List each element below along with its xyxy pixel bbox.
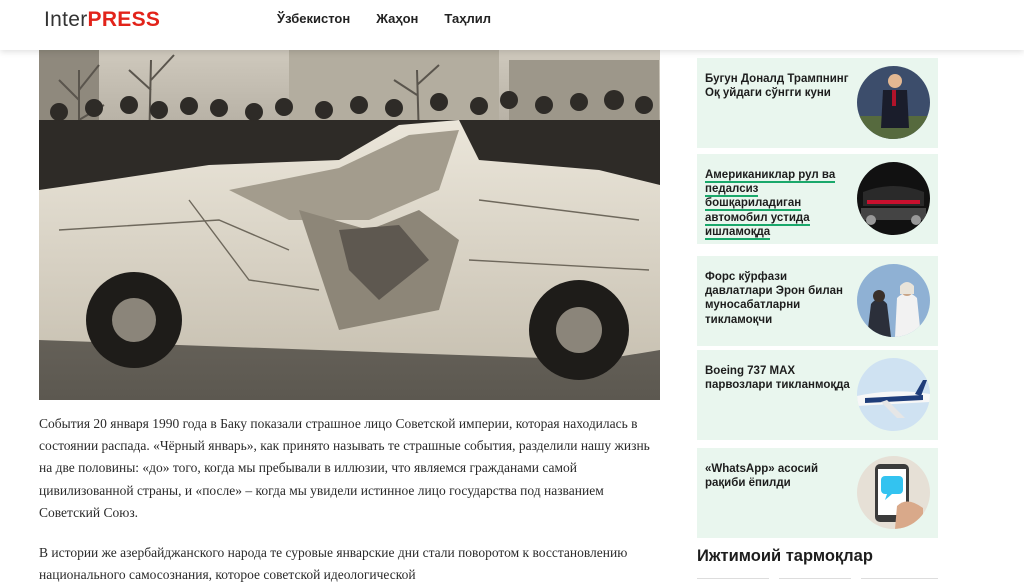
news-card-title[interactable]: Форс кўрфази давлатлари Эрон билан муносабатларни тикламоқчи [705, 271, 843, 326]
social-networks-heading: Ижтимоий тармоқлар [697, 547, 873, 565]
site-logo[interactable] [44, 8, 160, 32]
site-header [0, 0, 1024, 50]
news-card-thumbnail[interactable] [857, 264, 930, 337]
nav-item-uzbekistan[interactable]: Ўзбекистон [277, 11, 351, 26]
logo-text-inter: Inter [44, 8, 88, 31]
sidebar-news-card[interactable] [697, 448, 938, 538]
search-icon[interactable] [920, 0, 940, 6]
sidebar-news-card[interactable] [697, 58, 938, 148]
news-card-title[interactable]: Бугун Доналд Трампнинг Оқ уйдаги сўнгги куни [705, 73, 849, 100]
news-card-title-text[interactable]: Американиклар рул ва педалсиз бошқариладиган автомобил устида ишламоқда [705, 169, 836, 238]
social-link-box[interactable] [779, 578, 851, 582]
sidebar-news-card[interactable] [697, 154, 938, 244]
main-nav [277, 11, 491, 26]
nav-item-analysis[interactable]: Таҳлил [444, 11, 491, 26]
nav-item-world[interactable]: Жаҳон [376, 11, 419, 26]
article-paragraph: События 20 января 1990 года в Баку показали страшное лицо Советской империи, которая находилась в состоянии распада. «Чёрный январь», как принято называть те страшные события, разделили нашу жизнь на две половины: «до» того, когда мы пребывали в иллюзии, что являемся гражданами самой цивилизованной страны, и «после» – когда мы увидели истинное лицо государства под названием Советский Союз. [39, 416, 650, 520]
news-card-thumbnail[interactable] [857, 358, 930, 431]
news-card-title[interactable]: «WhatsApp» асосий рақиби ёпилди [705, 463, 819, 490]
sidebar-news-card[interactable] [697, 350, 938, 440]
social-link-box[interactable] [861, 578, 938, 582]
article-paragraph: В истории же азербайджанского народа те суровые январские дни стали поворотом к восстановлению национального самосознания, которое советской идеологической [39, 545, 628, 582]
news-card-title[interactable] [705, 168, 853, 239]
wrecked-car-photo [39, 50, 660, 400]
social-link-box[interactable] [697, 578, 769, 582]
article-body [39, 413, 664, 582]
news-card-thumbnail[interactable] [857, 66, 930, 139]
article-hero-image [39, 50, 660, 400]
logo-text-press: PRESS [87, 8, 161, 31]
sidebar-news-card[interactable] [697, 256, 938, 346]
news-card-title[interactable]: Boeing 737 MAX парвозлари тикланмоқда [705, 365, 850, 392]
news-card-thumbnail[interactable] [857, 456, 930, 529]
news-card-thumbnail[interactable] [857, 162, 930, 235]
